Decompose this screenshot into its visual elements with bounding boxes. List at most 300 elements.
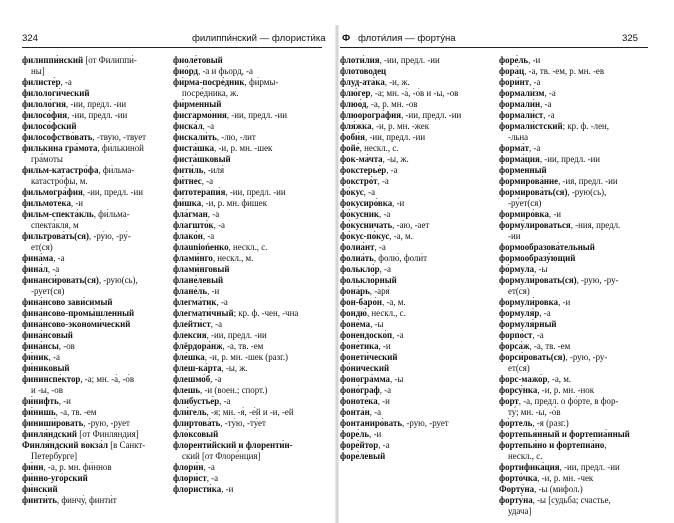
- dictionary-entry: [340, 198, 479, 209]
- dictionary-entry: [340, 286, 479, 297]
- grammar-note: , -а: [210, 319, 223, 329]
- dictionary-entry: [173, 319, 312, 330]
- dictionary-entry: [173, 143, 312, 154]
- dictionary-entry: [22, 231, 161, 253]
- grammar-note: , -и: [392, 198, 405, 208]
- dictionary-entry: [22, 308, 161, 319]
- headword: флори́н: [173, 462, 204, 472]
- headword: фонтаниро́вать: [340, 418, 403, 428]
- headword: формали́ст: [499, 110, 544, 120]
- entry-continuation: ет(ся): [508, 286, 530, 296]
- grammar-note: , -и, р. мн. -чек: [537, 473, 594, 483]
- grammar-note: , -ы, ж.: [382, 154, 409, 164]
- grammar-note: , -и: [58, 396, 71, 406]
- headword: флегма́тик: [173, 297, 217, 307]
- grammar-note: , -а: [60, 77, 72, 87]
- headword: фи́никовый: [22, 363, 70, 373]
- dictionary-entry: [173, 198, 312, 209]
- headword: фоноте́ка: [340, 396, 378, 406]
- grammar-note: , -и, р. мн. -шек (разг.): [204, 352, 288, 362]
- dictionary-entry: [22, 363, 161, 374]
- headword: фи́шка: [173, 198, 202, 208]
- entry-continuation: ет(ся): [508, 363, 530, 373]
- grammar-note: , фи́льма-: [93, 209, 130, 219]
- grammar-note: , -а: [219, 396, 231, 406]
- dictionary-entry: [173, 77, 312, 99]
- grammar-note: , -а: [377, 176, 389, 186]
- entry-continuation: и -ы, -ов: [31, 385, 63, 395]
- dictionary-entry: [22, 319, 161, 330]
- headword: Финля́ндский вокза́л: [22, 440, 108, 450]
- page-number: 324: [22, 33, 39, 44]
- dictionary-entry: [173, 286, 312, 297]
- grammar-note: , -а: [379, 264, 391, 274]
- dictionary-entry: [22, 396, 161, 407]
- grammar-note: , -а: [544, 88, 556, 98]
- grammar-note: , нескл., с.: [228, 242, 268, 252]
- entry-continuation: гра́моты: [31, 154, 63, 164]
- headword: флешмо́б: [173, 374, 211, 384]
- headword: фли́гель: [173, 407, 207, 417]
- entry-continuation: ту́; мн. -ы, -о́в: [508, 407, 561, 417]
- grammar-note: , -а: [532, 330, 544, 340]
- headword: фина́ма: [22, 253, 54, 263]
- headword: формообразова́тельный: [499, 242, 595, 252]
- headword: флами́нго: [173, 253, 213, 263]
- headword: фонети́ческий: [340, 352, 398, 362]
- grammar-note: , -рую(сь),: [567, 187, 607, 197]
- dictionary-entry: [173, 275, 312, 286]
- headword: фо́кусник: [340, 209, 380, 219]
- grammar-note: , фи́лькиной: [97, 143, 144, 153]
- dictionary-entry: [22, 341, 161, 352]
- dictionary-entry: [340, 319, 479, 330]
- grammar-note: , нескл., с.: [366, 308, 406, 318]
- headword: фло́ксовый: [173, 429, 219, 439]
- grammar-note: , -иля́: [203, 165, 225, 175]
- headword: филисте́р: [22, 77, 61, 87]
- headword: формуля́рный: [499, 319, 557, 329]
- dictionary-entry: [499, 308, 638, 319]
- dictionary-entry: [22, 143, 161, 165]
- headword: фок-ма́чта: [340, 154, 383, 164]
- headword: фильмоте́ка: [22, 198, 71, 208]
- dictionary-entry: [173, 297, 312, 308]
- dictionary-entry: [340, 308, 479, 319]
- dictionary-entry: [499, 165, 638, 176]
- headword: фильтрова́ть(ся): [22, 231, 89, 241]
- headword: флагшто́к: [173, 220, 214, 230]
- entry-continuation: ны]: [31, 66, 45, 76]
- grammar-note: , -и, р. мн. фи́шек: [201, 198, 268, 208]
- headword: формали́н: [499, 99, 541, 109]
- grammar-note: [от Филиппи́-: [83, 55, 137, 65]
- headword: флуд-ата́ка: [340, 77, 385, 87]
- dictionary-entry: [499, 154, 638, 165]
- headword: фокусиро́вка: [340, 198, 393, 208]
- headword: флексия: [173, 330, 207, 340]
- headword: фокстро́т: [340, 176, 378, 186]
- headword: фининспе́ктор: [22, 374, 81, 384]
- dictionary-entry: [340, 55, 479, 66]
- dictionary-entry: [340, 77, 479, 88]
- dictionary-entry: [173, 110, 312, 121]
- grammar-note: , -я; мн. -я́, -е́й и -и, -ей: [206, 407, 294, 417]
- dictionary-entry: [173, 341, 312, 352]
- headword: фина́нсовый: [22, 330, 73, 340]
- grammar-note: , -а, тв. -ем, р. мн. -ев: [524, 66, 605, 76]
- dictionary-entry: [499, 462, 638, 473]
- dictionary-entry: [340, 143, 479, 154]
- dictionary-entry: [173, 407, 312, 418]
- dictionary-entry: [173, 363, 312, 374]
- running-head: флоти́лия — форту́на: [358, 33, 456, 44]
- grammar-note: , -рую, -ру-: [576, 275, 619, 285]
- headword: форма́ция: [499, 154, 540, 164]
- dictionary-entry: [173, 330, 312, 341]
- dictionary-entry: [499, 275, 638, 297]
- dictionary-entry: [22, 121, 161, 132]
- dictionary-entry: [173, 473, 312, 484]
- headword: фи́тнес: [173, 176, 202, 186]
- headword: фолиа́нт: [340, 242, 375, 252]
- grammar-note: , -а: [48, 352, 60, 362]
- grammar-note: , -ии, предл. -ии: [225, 187, 286, 197]
- headword: фолькло́рный: [340, 275, 397, 285]
- dictionary-entry: [22, 407, 161, 418]
- dictionary-entry: [22, 77, 161, 88]
- headword: фильм-спекта́кль: [22, 209, 94, 219]
- grammar-note: , -а: [378, 440, 390, 450]
- headword: филиппи́нский: [22, 55, 84, 65]
- dictionary-entry: [22, 253, 161, 264]
- grammar-note: , -а, тв. -ем: [55, 407, 97, 417]
- headword: флюорогра́фия: [340, 110, 402, 120]
- headword: фон-баро́н: [340, 297, 383, 307]
- headword: флиртова́ть: [173, 418, 221, 428]
- headword: фо́рмула: [499, 264, 535, 274]
- grammar-note: ,: [604, 440, 607, 450]
- grammar-note: , -а: [203, 462, 215, 472]
- dictionary-entry: [173, 308, 312, 319]
- dictionary-entry: [22, 429, 161, 440]
- entry-continuation: спекта́кля, м: [31, 220, 79, 230]
- grammar-note: , -ии, предл. -ии: [401, 110, 462, 120]
- headword: фи́нн: [22, 462, 44, 472]
- headword: фоби́я: [340, 132, 365, 142]
- dictionary-entry: [173, 429, 312, 440]
- dictionary-entry: [499, 253, 638, 264]
- dictionary-entry: [22, 484, 161, 495]
- dictionary-entry: [340, 352, 479, 363]
- headword: фина́л: [22, 264, 48, 274]
- headword: фо́нический: [340, 363, 390, 373]
- grammar-note: , -ту́ю, -ту́ет: [220, 418, 266, 428]
- grammar-note: ; кр. ф. -лен,: [562, 121, 610, 131]
- headword: флористи́ка: [173, 484, 222, 494]
- headword: фо́ртель: [499, 418, 533, 428]
- grammar-note: , -а; мн. -а́, -о́в и -ы, -ов: [370, 88, 459, 98]
- grammar-note: , -а, тв. -ем: [529, 341, 571, 351]
- headword: фискали́ть: [173, 132, 217, 142]
- dictionary-entry: [499, 110, 638, 121]
- headword: фора́ц: [499, 66, 525, 76]
- headword: формули́ровка: [499, 297, 559, 307]
- grammar-note: , -а: [206, 473, 219, 483]
- grammar-note: , -а: [543, 110, 555, 120]
- headword: формирова́ть(ся): [499, 187, 568, 197]
- grammar-note: [от Финля́ндия]: [77, 429, 139, 439]
- dictionary-entry: [340, 165, 479, 176]
- headword: флоти́лия: [340, 55, 380, 65]
- dictionary-entry: [499, 330, 638, 341]
- entry-continuation: нескл., с.: [508, 451, 543, 461]
- dictionary-entry: [499, 473, 638, 484]
- headword: фла́гман: [173, 209, 208, 219]
- grammar-note: , -ру́ю, -ру́-: [88, 231, 131, 241]
- headword: филосо́фский: [22, 121, 77, 131]
- grammar-note: , нескл., с.: [359, 143, 399, 153]
- dictionary-entry: [499, 220, 638, 242]
- headword: флаuniońенко: [173, 242, 229, 252]
- entry-continuation: -льна: [508, 132, 529, 142]
- grammar-note: , -я (разг.): [532, 418, 569, 428]
- dictionary-entry: [340, 99, 479, 110]
- headword: формиро́вка: [499, 209, 549, 219]
- dictionary-entry: [22, 165, 161, 187]
- grammar-note: , -ы: [534, 264, 548, 274]
- headword: флотоводец: [340, 66, 387, 76]
- headword: форе́левый: [340, 451, 386, 461]
- headword: финиши́ровать: [22, 418, 84, 428]
- headword: флоренти́йский и флоренти́н-: [173, 440, 293, 450]
- grammar-note: , -а: [386, 165, 398, 175]
- headword: филькина гра́мота: [22, 143, 98, 153]
- headword: фонта́н: [340, 407, 370, 417]
- dictionary-entry: [22, 99, 161, 110]
- grammar-note: , -ии, предл. -ии: [67, 110, 128, 120]
- dictionary-entry: [499, 121, 638, 143]
- grammar-note: , -ии, предл. -ии: [226, 110, 288, 120]
- grammar-note: , финчу́, финти́т: [56, 495, 117, 505]
- dictionary-entry: [499, 418, 638, 429]
- grammar-note: , -а: [202, 121, 215, 131]
- dictionary-entry: [499, 484, 638, 495]
- dictionary-entry: [173, 121, 312, 132]
- headword: фори́нт: [499, 77, 530, 87]
- headword: форсу́нка: [499, 385, 538, 395]
- headword: форму́лироваться: [499, 220, 571, 230]
- headword: формообразу́ющий: [499, 253, 576, 263]
- headword: фоне́тика: [340, 341, 379, 351]
- headword: форе́ль: [340, 429, 370, 439]
- dictionary-entry: [340, 264, 479, 275]
- grammar-note: , -а: [53, 253, 65, 263]
- dictionary-entry: [499, 264, 638, 275]
- dictionary-entry: [173, 66, 312, 77]
- headword: финти́ть: [22, 495, 57, 505]
- headword: флане́ль: [173, 286, 208, 296]
- grammar-note: , -и: [528, 55, 541, 65]
- headword: фиска́л: [173, 121, 203, 131]
- headword: формали́зм: [499, 88, 545, 98]
- grammar-note: , -а: [374, 242, 386, 252]
- grammar-note: , -и: [207, 286, 220, 296]
- grammar-note: , -ии, предл. -ии: [379, 55, 440, 65]
- grammar-note: , -и: [558, 297, 571, 307]
- headword: флеш-ка́рта: [173, 363, 222, 373]
- dictionary-entry: [22, 418, 161, 429]
- headword: фортепья́но и фортепиа́но: [499, 440, 605, 450]
- grammar-note: , -а, р. мн. -ов: [366, 99, 418, 109]
- headword: форси́ровать(ся): [499, 352, 566, 362]
- grammar-note: , -лю, -лит: [216, 132, 256, 142]
- running-head: филиппи́нский — флористи́ка: [192, 33, 326, 44]
- grammar-note: , -а: [47, 264, 60, 274]
- headword: флейти́ст: [173, 319, 211, 329]
- grammar-note: , -ния, предл.: [570, 220, 621, 230]
- grammar-note: ; кр. ф. -чен, -чна: [233, 308, 299, 318]
- dictionary-entry: [22, 209, 161, 231]
- headword: финанси́ровать(ся): [22, 275, 99, 285]
- header-rule: [22, 47, 322, 48]
- headword: фи́нишь: [22, 407, 56, 417]
- dictionary-entry: [173, 99, 312, 110]
- headword: фона́рь: [340, 286, 370, 296]
- grammar-note: , -а: [379, 385, 392, 395]
- grammar-note: , -и (воен.; спорт.): [200, 385, 268, 395]
- dictionary-entry: [499, 143, 638, 154]
- dictionary-entry: [340, 253, 479, 264]
- left-page: [0, 0, 336, 523]
- page-number: 325: [622, 33, 639, 44]
- headword: фокстерье́р: [340, 165, 387, 175]
- dictionary-entry: [173, 385, 312, 396]
- headword: филоло́гия: [22, 99, 66, 109]
- headword: флори́ст: [173, 473, 207, 483]
- headword: фи́рма-посре́дник: [173, 77, 245, 87]
- dictionary-entry: [499, 374, 638, 385]
- entry-column-1: [22, 55, 161, 506]
- grammar-note: , фолю́, фоли́т: [373, 253, 427, 263]
- entry-column-1: [340, 55, 479, 462]
- headword: форто́чка: [499, 473, 538, 483]
- grammar-note: , -а: [529, 77, 541, 87]
- header-rule: [340, 47, 648, 48]
- dictionary-entry: [340, 330, 479, 341]
- dictionary-entry: [340, 363, 479, 374]
- dictionary-entry: [499, 99, 638, 110]
- dictionary-entry: [499, 440, 638, 462]
- dictionary-entry: [499, 319, 638, 330]
- grammar-note: , -и, ж.: [384, 77, 410, 87]
- headword: фити́ль: [173, 165, 204, 175]
- grammar-note: , -ии, предл. -ии: [82, 187, 143, 197]
- dictionary-entry: [173, 352, 312, 363]
- dictionary-entry: [340, 187, 479, 198]
- dictionary-entry: [340, 407, 479, 418]
- headword: формули́ровать(ся): [499, 275, 577, 285]
- dictionary-entry: [499, 341, 638, 352]
- entry-column-2: [499, 55, 638, 517]
- dictionary-entry: [340, 418, 479, 429]
- grammar-note: , фи́льма-: [98, 165, 135, 175]
- headword: фоногра́мма: [340, 374, 390, 384]
- dictionary-entry: [22, 187, 161, 198]
- dictionary-entry: [340, 220, 479, 231]
- dictionary-entry: [340, 231, 479, 242]
- grammar-note: , нескл., м.: [212, 253, 254, 263]
- headword: флибустье́р: [173, 396, 220, 406]
- headword: финля́ндский: [22, 429, 78, 439]
- dictionary-entry: [173, 132, 312, 143]
- entry-continuation: -рует(ся): [31, 286, 65, 296]
- dictionary-entry: [173, 165, 312, 176]
- dictionary-entry: [173, 418, 312, 429]
- grammar-note: , -а, м.: [547, 374, 572, 384]
- headword: фля́жка: [340, 121, 372, 131]
- headword: фильмогра́фия: [22, 187, 83, 197]
- headword: философство́вать: [22, 132, 93, 142]
- grammar-note: , -и: [377, 396, 390, 406]
- dictionary-entry: [340, 209, 479, 220]
- grammar-note: , -и, р. мн. -нок: [537, 385, 595, 395]
- dictionary-entry: [173, 484, 312, 495]
- entry-continuation: Петербурге]: [31, 451, 78, 461]
- dictionary-entry: [22, 495, 161, 506]
- headword: фоне́ма: [340, 319, 371, 329]
- dictionary-entry: [340, 396, 479, 407]
- headword: фи́нно-уго́рский: [22, 473, 88, 483]
- dictionary-entry: [499, 429, 638, 440]
- headword: фина́нсово-промы́шленный: [22, 308, 135, 318]
- headword: фолиа́ть: [340, 253, 374, 263]
- grammar-note: , -и: [548, 209, 562, 219]
- headword: фойе́: [340, 143, 360, 153]
- entry-continuation: катастро́фы, м.: [31, 176, 88, 186]
- dictionary-entry: [499, 209, 638, 220]
- dictionary-entry: [499, 352, 638, 374]
- dictionary-entry: [173, 374, 312, 385]
- dictionary-entry: [173, 176, 312, 187]
- headword: формирова́ние: [499, 176, 559, 186]
- headword: фонендоско́п: [340, 330, 393, 340]
- dictionary-entry: [499, 396, 638, 418]
- grammar-note: , -рую(сь),: [98, 275, 138, 285]
- dictionary-entry: [22, 352, 161, 363]
- headword: фи́нский: [22, 484, 58, 494]
- grammar-note: , -ы: [370, 319, 384, 329]
- grammar-note: , -а, предл. о фо́рте, в фор-: [518, 396, 619, 406]
- grammar-note: , -ии, предл. -ии: [206, 330, 267, 340]
- headword: форпо́ст: [499, 330, 533, 340]
- headword: фи́ник: [22, 352, 49, 362]
- grammar-note: , -рую, -рует: [83, 418, 130, 428]
- grammar-note: , -а: [363, 187, 376, 197]
- dictionary-entry: [499, 55, 638, 66]
- grammar-note: , -а и фьорд, -а: [198, 66, 253, 76]
- headword: фо́кус: [340, 187, 364, 197]
- dictionary-entry: [22, 198, 161, 209]
- headword: форса́ж: [499, 341, 530, 351]
- dictionary-entry: [340, 451, 479, 462]
- dictionary-entry: [340, 121, 479, 132]
- grammar-note: , -ы [судьба; счастье,: [532, 495, 611, 505]
- headword: флане́левый: [173, 275, 224, 285]
- grammar-note: , -ии, предл. -ии: [364, 132, 426, 142]
- headword: фина́нсы: [22, 341, 59, 351]
- dictionary-entry: [340, 385, 479, 396]
